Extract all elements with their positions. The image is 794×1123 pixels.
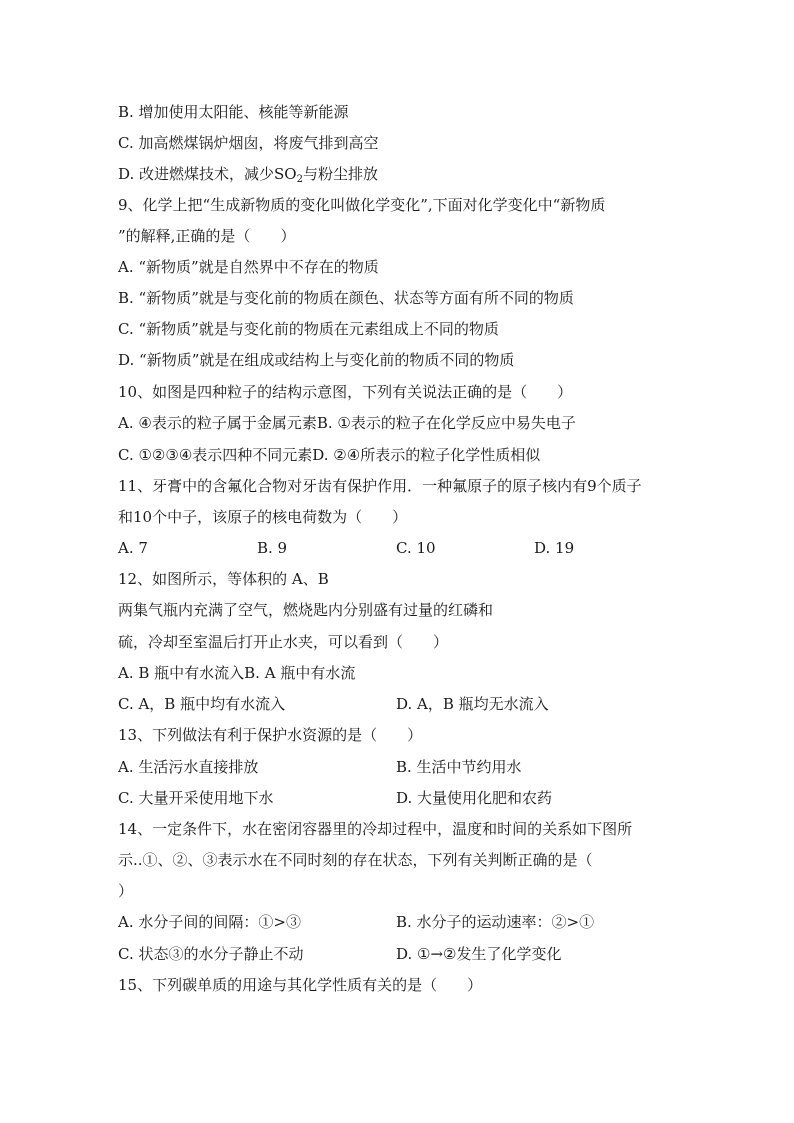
q10-options-ab: A. ④表示的粒子属于金属元素B. ①表示的粒子在化学反应中易失电子 — [118, 414, 576, 432]
q12-options-ab: A. B 瓶中有水流入B. A 瓶中有水流 — [118, 664, 356, 682]
q9-option-a: A. “新物质”就是自然界中不存在的物质 — [118, 258, 379, 276]
q11-stem-line2: 和10个中子，该原子的核电荷数为（ ） — [118, 508, 408, 526]
q9-option-b: B. “新物质”就是与变化前的物质在颜色、状态等方面有所不同的物质 — [118, 289, 574, 307]
q14-option-d: D. ①→②发生了化学变化 — [396, 945, 562, 963]
q14-option-a: A. 水分子间的间隔：①>③ — [118, 913, 301, 931]
q14-stem-line1: 14、一定条件下，水在密闭容器里的冷却过程中，温度和时间的关系如下图所 — [118, 820, 633, 838]
q8-option-d-subscript: 2 — [296, 174, 303, 185]
q8-option-d-text-end: 与粉尘排放 — [302, 165, 378, 183]
q11-option-a: A. 7 — [118, 539, 148, 557]
q12-stem-line2: 两集气瓶内充满了空气，燃烧匙内分别盛有过量的红磷和 — [118, 601, 494, 619]
q12-stem-line3: 硫，冷却至室温后打开止水夹，可以看到（ ） — [118, 633, 449, 651]
q15-stem: 15、下列碳单质的用途与其化学性质有关的是（ ） — [118, 976, 483, 994]
q12-stem-line1: 12、如图所示，等体积的 A、B — [118, 570, 329, 588]
q14-stem-line3: ） — [118, 882, 134, 900]
q9-stem-line2: ”的解释,正确的是（ ） — [118, 227, 296, 245]
q10-stem: 10、如图是四种粒子的结构示意图，下列有关说法正确的是（ ） — [118, 383, 573, 401]
q9-stem-line1: 9、化学上把“生成新物质的变化叫做化学变化”,下面对化学变化中“新物质 — [118, 196, 606, 214]
q13-option-c: C. 大量开采使用地下水 — [118, 789, 274, 807]
q12-option-d: D. A，B 瓶均无水流入 — [396, 695, 549, 713]
q10-options-cd: C. ①②③④表示四种不同元素D. ②④所表示的粒子化学性质相似 — [118, 446, 541, 464]
q13-option-b: B. 生活中节约用水 — [396, 758, 522, 776]
q14-stem-line2: 示..①、②、③表示水在不同时刻的存在状态，下列有关判断正确的是（ — [118, 851, 593, 869]
q8-option-d — [118, 164, 378, 190]
q13-option-a: A. 生活污水直接排放 — [118, 758, 259, 776]
q14-option-b: B. 水分子的运动速率：②>① — [396, 913, 595, 931]
q9-option-c: C. “新物质”就是与变化前的物质在元素组成上不同的物质 — [118, 320, 499, 338]
q13-option-d: D. 大量使用化肥和农药 — [396, 789, 553, 807]
q14-option-c: C. 状态③的水分子静止不动 — [118, 945, 304, 963]
q8-option-d-text: D. 改进燃煤技术，减少SO — [118, 165, 297, 183]
q8-option-b: B. 增加使用太阳能、核能等新能源 — [118, 103, 349, 121]
q12-option-c: C. A，B 瓶中均有水流入 — [118, 695, 286, 713]
q11-option-c: C. 10 — [396, 539, 436, 557]
q9-option-d: D. “新物质”就是在组成或结构上与变化前的物质不同的物质 — [118, 351, 515, 369]
q8-option-c: C. 加高燃煤锅炉烟囱，将废气排到高空 — [118, 134, 379, 152]
q11-option-b: B. 9 — [257, 539, 288, 557]
q11-stem-line1: 11、牙膏中的含氟化合物对牙齿有保护作用．一种氟原子的原子核内有9个质子 — [118, 477, 642, 495]
q13-stem: 13、下列做法有利于保护水资源的是（ ） — [118, 726, 423, 744]
q11-option-d: D. 19 — [534, 539, 575, 557]
